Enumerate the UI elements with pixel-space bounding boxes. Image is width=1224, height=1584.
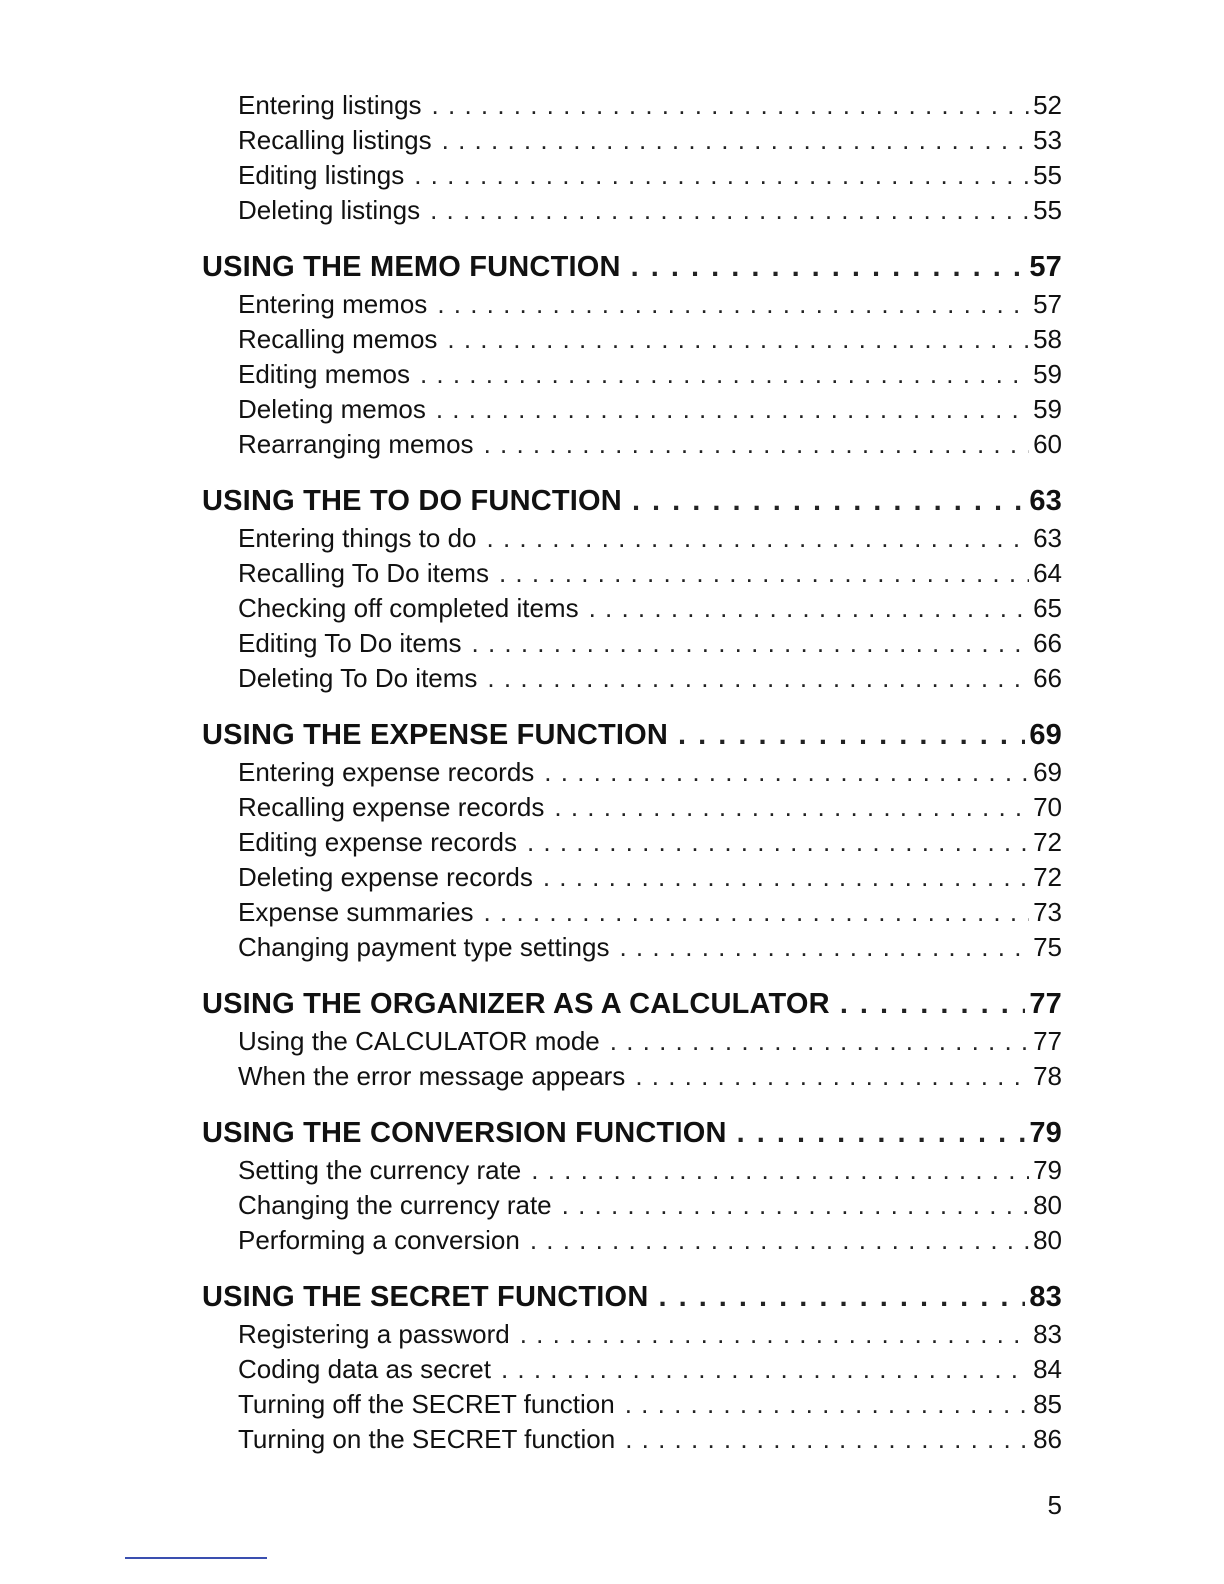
toc-item-title: Coding data as secret <box>238 1354 491 1384</box>
toc-item[interactable] <box>202 556 1062 591</box>
toc-section <box>202 247 1062 462</box>
toc-item-page: 73 <box>1033 897 1062 927</box>
dot-leader <box>658 1277 1025 1317</box>
dot-leader <box>544 755 1029 790</box>
dot-leader <box>487 521 1030 556</box>
toc-item-title: Using the CALCULATOR mode <box>238 1026 600 1056</box>
dot-leader <box>437 287 1029 322</box>
toc-item-title: Rearranging memos <box>238 429 474 459</box>
toc-item-page: 69 <box>1033 757 1062 787</box>
toc-section-heading-page: 83 <box>1029 1281 1062 1313</box>
dot-leader <box>610 1024 1029 1059</box>
dot-leader <box>414 158 1029 193</box>
toc-item-title: Registering a password <box>238 1319 510 1349</box>
toc-item-title: Changing the currency rate <box>238 1190 552 1220</box>
toc-item-title: When the error message appears <box>238 1061 626 1091</box>
dot-leader <box>472 626 1030 661</box>
dot-leader <box>737 1113 1026 1153</box>
dot-leader <box>543 860 1029 895</box>
toc-item-title: Deleting listings <box>238 195 421 225</box>
toc-item-page: 64 <box>1033 558 1062 588</box>
toc-item-title: Recalling expense records <box>238 792 545 822</box>
dot-leader <box>487 661 1029 696</box>
dot-leader <box>678 715 1025 755</box>
toc-item-title: Recalling To Do items <box>238 558 489 588</box>
dot-leader <box>530 1223 1029 1258</box>
dot-leader <box>442 123 1029 158</box>
dot-leader <box>632 481 1025 521</box>
toc-section-heading[interactable] <box>202 715 1062 755</box>
toc-item[interactable] <box>202 1024 1062 1059</box>
toc-section <box>202 1113 1062 1258</box>
toc-item[interactable] <box>202 357 1062 392</box>
dot-leader <box>625 1387 1029 1422</box>
dot-leader <box>420 357 1029 392</box>
toc-item-title: Editing memos <box>238 359 410 389</box>
toc-item[interactable] <box>202 1317 1062 1352</box>
toc-item-title: Deleting memos <box>238 394 426 424</box>
toc-sections <box>202 247 1062 1457</box>
intro-items <box>202 88 1062 228</box>
toc-item-title: Turning on the SECRET function <box>238 1424 616 1454</box>
toc-section-heading[interactable] <box>202 1113 1062 1153</box>
toc-item[interactable] <box>202 1422 1062 1457</box>
toc-item-title: Recalling memos <box>238 324 438 354</box>
toc-item-title: Recalling listings <box>238 125 432 155</box>
dot-leader <box>625 1422 1029 1457</box>
toc-item-title: Editing listings <box>238 160 405 190</box>
toc-item[interactable] <box>202 1387 1062 1422</box>
toc-section-heading-page: 79 <box>1029 1117 1062 1149</box>
toc-item-title: Performing a conversion <box>238 1225 520 1255</box>
toc-section <box>202 481 1062 696</box>
toc-item-page: 55 <box>1033 160 1062 190</box>
toc-item-title: Entering listings <box>238 90 422 120</box>
toc-section-heading[interactable] <box>202 247 1062 287</box>
dot-leader <box>589 591 1030 626</box>
toc-item-title: Changing payment type settings <box>238 932 610 962</box>
toc-section-heading[interactable] <box>202 481 1062 521</box>
dot-leader <box>484 427 1030 462</box>
toc-item-title: Expense summaries <box>238 897 474 927</box>
toc-item-page: 79 <box>1033 1155 1062 1185</box>
toc-item[interactable] <box>202 825 1062 860</box>
dot-leader <box>554 790 1029 825</box>
dot-leader <box>520 1317 1029 1352</box>
toc-item-page: 85 <box>1033 1389 1062 1419</box>
table-of-contents <box>202 88 1062 1457</box>
toc-item-page: 80 <box>1033 1190 1062 1220</box>
toc-item-page: 80 <box>1033 1225 1062 1255</box>
toc-section <box>202 1277 1062 1457</box>
toc-section-heading[interactable] <box>202 1277 1062 1317</box>
toc-item-page: 63 <box>1033 523 1062 553</box>
toc-item-page: 65 <box>1033 593 1062 623</box>
toc-section <box>202 715 1062 965</box>
toc-item-page: 55 <box>1033 195 1062 225</box>
toc-item-title: Checking off completed items <box>238 593 579 623</box>
toc-item[interactable] <box>202 287 1062 322</box>
toc-item-title: Deleting To Do items <box>238 663 478 693</box>
toc-item-page: 72 <box>1033 862 1062 892</box>
toc-item-page: 58 <box>1033 324 1062 354</box>
toc-item-page: 66 <box>1033 663 1062 693</box>
toc-section-heading-page: 77 <box>1029 988 1062 1020</box>
dot-leader <box>635 1059 1029 1094</box>
dot-leader <box>840 984 1026 1024</box>
toc-item[interactable] <box>202 755 1062 790</box>
toc-item[interactable] <box>202 1223 1062 1258</box>
toc-item[interactable] <box>202 591 1062 626</box>
page-number: 5 <box>1047 1490 1062 1520</box>
toc-item[interactable] <box>202 626 1062 661</box>
toc-item[interactable] <box>202 392 1062 427</box>
toc-item-page: 60 <box>1033 429 1062 459</box>
toc-item-title: Entering memos <box>238 289 428 319</box>
toc-item[interactable] <box>202 1188 1062 1223</box>
dot-leader <box>562 1188 1029 1223</box>
toc-section-heading-title: USING THE TO DO FUNCTION <box>202 485 622 517</box>
toc-item-page: 53 <box>1033 125 1062 155</box>
dot-leader <box>631 247 1026 287</box>
toc-item-page: 59 <box>1033 359 1062 389</box>
toc-item-page: 84 <box>1033 1354 1062 1384</box>
toc-item-page: 52 <box>1033 90 1062 120</box>
toc-item[interactable] <box>202 427 1062 462</box>
toc-item[interactable] <box>202 193 1062 228</box>
toc-item[interactable] <box>202 158 1062 193</box>
dot-leader <box>436 392 1029 427</box>
toc-item-page: 75 <box>1033 932 1062 962</box>
toc-item-page: 70 <box>1033 792 1062 822</box>
toc-item[interactable] <box>202 322 1062 357</box>
toc-item-title: Turning off the SECRET function <box>238 1389 615 1419</box>
toc-item-page: 78 <box>1033 1061 1062 1091</box>
footer-rule <box>125 1557 267 1559</box>
toc-item-title: Setting the currency rate <box>238 1155 522 1185</box>
dot-leader <box>430 193 1029 228</box>
toc-section-heading-title: USING THE ORGANIZER AS A CALCULATOR <box>202 988 830 1020</box>
toc-item-page: 66 <box>1033 628 1062 658</box>
dot-leader <box>619 930 1029 965</box>
toc-item[interactable] <box>202 123 1062 158</box>
dot-leader <box>531 1153 1029 1188</box>
dot-leader <box>527 825 1029 860</box>
toc-item-title: Deleting expense records <box>238 862 533 892</box>
dot-leader <box>501 1352 1029 1387</box>
toc-item-title: Editing expense records <box>238 827 517 857</box>
toc-section-heading-page: 57 <box>1029 251 1062 283</box>
toc-section-heading-title: USING THE SECRET FUNCTION <box>202 1281 649 1313</box>
dot-leader <box>484 895 1030 930</box>
toc-item-title: Entering things to do <box>238 523 477 553</box>
toc-item[interactable] <box>202 860 1062 895</box>
toc-item-title: Editing To Do items <box>238 628 462 658</box>
toc-item[interactable] <box>202 930 1062 965</box>
toc-item[interactable] <box>202 1352 1062 1387</box>
toc-item[interactable] <box>202 1059 1062 1094</box>
toc-item[interactable] <box>202 790 1062 825</box>
toc-item[interactable] <box>202 1153 1062 1188</box>
toc-section-heading-title: USING THE EXPENSE FUNCTION <box>202 719 669 751</box>
dot-leader <box>499 556 1029 591</box>
toc-item[interactable] <box>202 521 1062 556</box>
toc-item[interactable] <box>202 88 1062 123</box>
dot-leader <box>447 322 1029 357</box>
toc-item-page: 57 <box>1033 289 1062 319</box>
toc-item-page: 59 <box>1033 394 1062 424</box>
toc-section <box>202 984 1062 1094</box>
toc-item[interactable] <box>202 895 1062 930</box>
toc-item-title: Entering expense records <box>238 757 535 787</box>
toc-section-heading-page: 69 <box>1029 719 1062 751</box>
toc-item-page: 77 <box>1033 1026 1062 1056</box>
toc-item-page: 86 <box>1033 1424 1062 1454</box>
toc-section-heading-page: 63 <box>1029 485 1062 517</box>
toc-item-page: 83 <box>1033 1319 1062 1349</box>
toc-section-heading-title: USING THE MEMO FUNCTION <box>202 251 621 283</box>
toc-item[interactable] <box>202 661 1062 696</box>
toc-item-page: 72 <box>1033 827 1062 857</box>
dot-leader <box>432 88 1030 123</box>
toc-section-heading-title: USING THE CONVERSION FUNCTION <box>202 1117 727 1149</box>
toc-section-heading[interactable] <box>202 984 1062 1024</box>
